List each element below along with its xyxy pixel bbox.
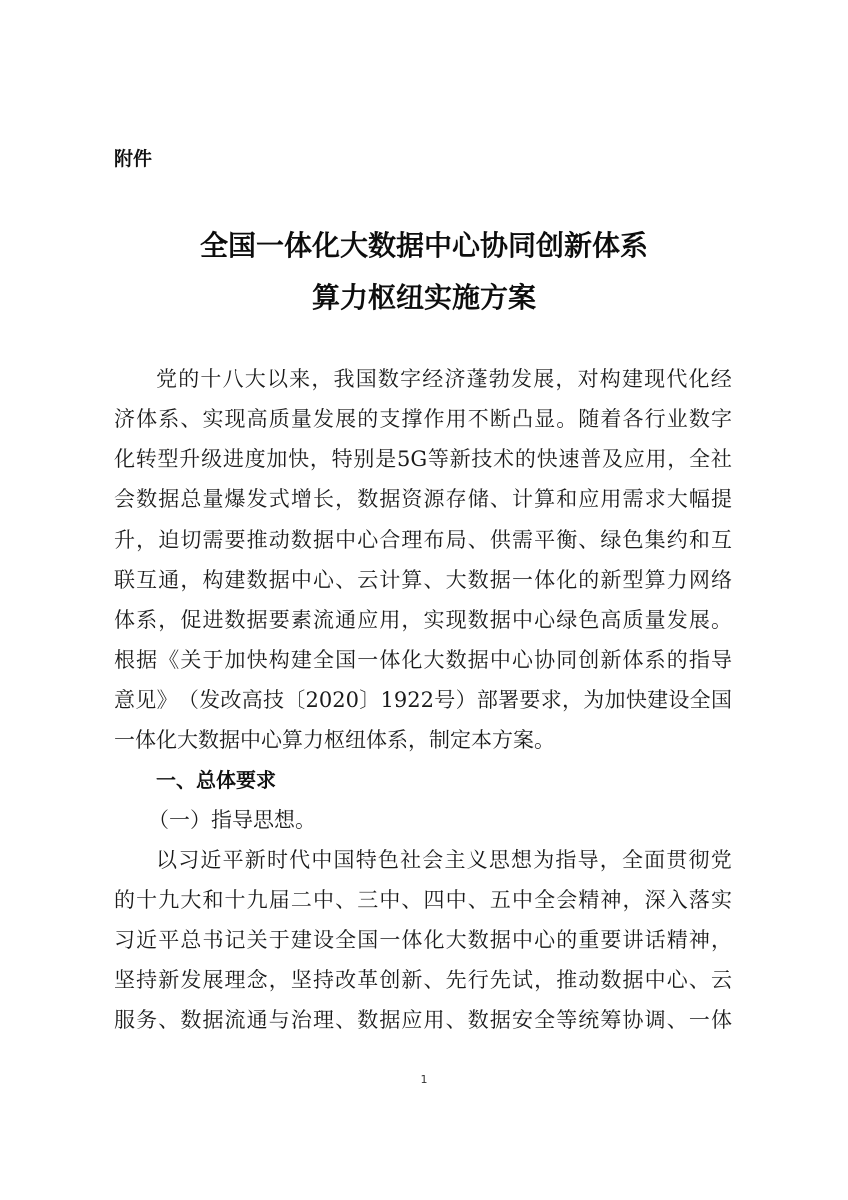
subsection-heading: （一）指导思想。 — [148, 808, 316, 832]
paragraph-line: 的 十 九 大 和 十 九 届 二 中 、 三 中 、 四 中 、 五 中 全 会 精 神 ， 深 入 落 实 — [114, 888, 732, 912]
document-title-line-2: 算力枢纽实施方案 — [311, 281, 536, 314]
paragraph-line: 以 习 近 平 新 时 代 中 国 特 色 社 会 主 义 思 想 为 指 导 ， 全 面 贯 彻 党 — [156, 848, 732, 872]
paragraph-line: 升 ， 迫 切 需 要 推 动 数 据 中 心 合 理 布 局 、 供 需 平 衡 、 绿 色 集 约 和 互 — [114, 528, 732, 552]
paragraph-line: 习 近 平 总 书 记 关 于 建 设 全 国 一 体 化 大 数 据 中 心 的 重 要 讲 话 精 神 ， — [114, 928, 732, 952]
document-title-line-1: 全国一体化大数据中心协同创新体系 — [199, 229, 648, 262]
paragraph-line: 意 见 》 （ 发 改 高 技 〔 2020 〕 1922 号 ） 部 署 要 求 ， 为 加 快 建 设 全 国 — [114, 688, 732, 712]
paragraph-line: 服 务 、 数 据 流 通 与 治 理 、 数 据 应 用 、 数 据 安 全 等 统 筹 协 调 、 一 体 — [114, 1008, 732, 1032]
paragraph-line: 一体化大数据中心算力枢纽体系，制定本方案。 — [114, 728, 555, 752]
paragraph-line: 坚 持 新 发 展 理 念 ， 坚 持 改 革 创 新 、 先 行 先 试 ， 推 动 数 据 中 心 、 云 — [114, 968, 732, 992]
paragraph-line: 根 据 《 关 于 加 快 构 建 全 国 一 体 化 大 数 据 中 心 协 同 创 新 体 系 的 指 导 — [114, 648, 732, 672]
page-number: 1 — [420, 1073, 428, 1086]
paragraph-line: 化 转 型 升 级 进 度 加 快 ， 特 别 是 5G 等 新 技 术 的 快 速 普 及 应 用 ， 全 社 — [114, 447, 732, 471]
paragraph-line: 体 系 ， 促 进 数 据 要 素 流 通 应 用 ， 实 现 数 据 中 心 绿 色 高 质 量 发 展 。 — [114, 608, 732, 632]
paragraph-line: 济 体 系 、 实 现 高 质 量 发 展 的 支 撑 作 用 不 断 凸 显 。 随 着 各 行 业 数 字 — [114, 407, 732, 431]
attachment-label: 附件 — [114, 148, 153, 170]
paragraph-line: 党 的 十 八 大 以 来 ， 我 国 数 字 经 济 蓬 勃 发 展 ， 对 构 建 现 代 化 经 — [156, 367, 732, 391]
section-heading: 一、总体要求 — [156, 768, 276, 792]
paragraph-line: 会 数 据 总 量 爆 发 式 增 长 ， 数 据 资 源 存 储 、 计 算 和 应 用 需 求 大 幅 提 — [114, 487, 732, 511]
paragraph-line: 联 互 通 ， 构 建 数 据 中 心 、 云 计 算 、 大 数 据 一 体 化 的 新 型 算 力 网 络 — [114, 568, 732, 592]
